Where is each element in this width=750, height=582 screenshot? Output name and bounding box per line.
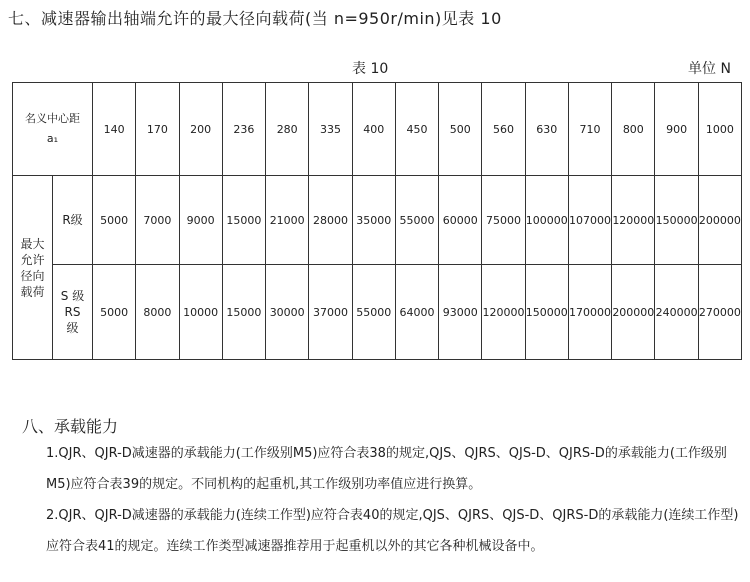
load-cell: 9000 (179, 176, 222, 265)
load-cell: 28000 (309, 176, 352, 265)
radial-load-table (12, 82, 742, 360)
paragraph-1 (22, 438, 742, 500)
load-cell: 75000 (482, 176, 525, 265)
load-cell: 15000 (222, 176, 265, 265)
load-cell: 10000 (179, 265, 222, 360)
row-group-label: 最大允许径向载荷 (20, 236, 45, 299)
load-cell: 200000 (612, 265, 655, 360)
load-cell: 5000 (93, 265, 136, 360)
distance-cell: 200 (179, 83, 222, 176)
distance-cell: 900 (655, 83, 698, 176)
load-cell: 120000 (612, 176, 655, 265)
distance-cell: 400 (352, 83, 395, 176)
load-cell: 150000 (525, 265, 568, 360)
load-cell: 170000 (568, 265, 611, 360)
load-cell: 30000 (266, 265, 309, 360)
section-8-heading: 八、承载能力 (22, 417, 119, 436)
load-cell: 240000 (655, 265, 698, 360)
distance-cell: 1000 (698, 83, 741, 176)
distance-cell: 140 (93, 83, 136, 176)
load-cell: 100000 (525, 176, 568, 265)
paragraph-1-text: 1.QJR、QJR-D减速器的承载能力(工作级别M5)应符合表38的规定,QJS、QJRS、QJS-D、QJRS-D的承载能力(工作级别M5)应符合表39的规定。不同机构的起重机,其工作级别功率值应进行换算。 (46, 446, 727, 492)
load-cell: 93000 (439, 265, 482, 360)
load-cell: 64000 (395, 265, 438, 360)
table-header-row (13, 83, 742, 176)
paragraph-2-text: 2.QJR、QJR-D减速器的承载能力(连续工作型)应符合表40的规定,QJS、QJRS、QJS-D、QJRS-D的承载能力(连续工作型)应符合表41的规定。连续工作类型减速器推荐用于起重机以外的其它各种机械设备中。 (46, 508, 739, 554)
table-caption: 表 10 (352, 61, 389, 77)
distance-cell: 236 (222, 83, 265, 176)
distance-cell: 630 (525, 83, 568, 176)
load-cell: 55000 (352, 265, 395, 360)
distance-cell: 335 (309, 83, 352, 176)
center-distance-label: 名义中心距 (25, 112, 80, 125)
load-cell: 55000 (395, 176, 438, 265)
distance-cell: 280 (266, 83, 309, 176)
table-row-r-grade (13, 176, 742, 265)
load-cell: 150000 (655, 176, 698, 265)
load-cell: 200000 (698, 176, 741, 265)
load-cell: 60000 (439, 176, 482, 265)
distance-cell: 710 (568, 83, 611, 176)
load-cell: 21000 (266, 176, 309, 265)
distance-cell: 170 (136, 83, 179, 176)
grade-label-r: R级 (53, 176, 93, 265)
load-cell: 120000 (482, 265, 525, 360)
load-cell: 270000 (698, 265, 741, 360)
table-unit: 单位 N (688, 61, 731, 77)
load-cell: 35000 (352, 176, 395, 265)
section-7-heading: 七、减速器输出轴端允许的最大径向载荷(当 n=950r/min)见表 10 (8, 9, 502, 28)
table-row-s-grade (13, 265, 742, 360)
load-cell: 8000 (136, 265, 179, 360)
distance-cell: 500 (439, 83, 482, 176)
distance-cell: 560 (482, 83, 525, 176)
center-distance-header (13, 83, 93, 176)
load-cell: 37000 (309, 265, 352, 360)
distance-cell: 450 (395, 83, 438, 176)
row-group-header (13, 176, 53, 360)
load-cell: 107000 (568, 176, 611, 265)
load-cell: 15000 (222, 265, 265, 360)
load-cell: 5000 (93, 176, 136, 265)
load-cell: 7000 (136, 176, 179, 265)
center-distance-symbol: a₁ (46, 132, 59, 145)
grade-label-s-rs: S 级 RS 级 (53, 265, 93, 360)
paragraph-2 (22, 500, 742, 562)
distance-cell: 800 (612, 83, 655, 176)
